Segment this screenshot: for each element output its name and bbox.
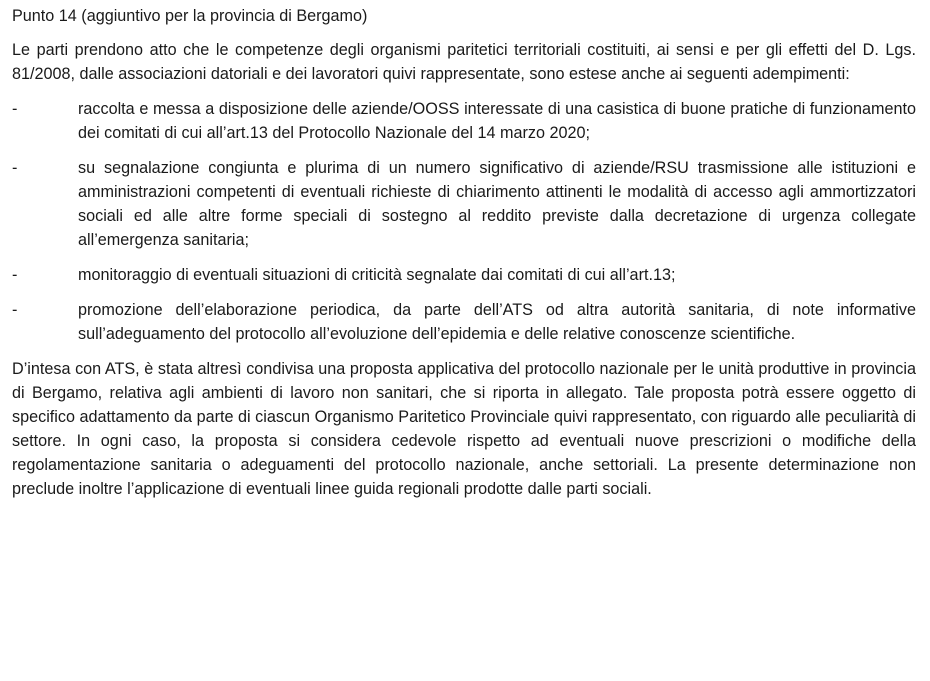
list-item — [12, 298, 916, 346]
list-bullet: - — [12, 266, 18, 284]
list-bullet: - — [12, 159, 18, 177]
obligations-list — [12, 97, 916, 346]
list-item-text: raccolta e messa a disposizione delle aziende/OOSS interessate di una casistica di buone pratiche di funzionamento dei comitati di cui all’art.13 del Protocollo Nazionale del 14 marzo 2020; — [78, 100, 916, 142]
list-item — [12, 263, 916, 287]
closing-paragraph: D’intesa con ATS, è stata altresì condivisa una proposta applicativa del protocollo nazionale per le unità produttive in provincia di Bergamo, relativa agli ambienti di lavoro non sanitari, che si riporta in allegato. Tale proposta potrà essere oggetto di specifico adattamento da parte di ciascun Organismo Paritetico Provinciale quivi rappresentato, con riguardo alle peculiarità di settore. In ogni caso, la proposta si considera cedevole rispetto ad eventuali nuove prescrizioni o modifiche della regolamentazione sanitaria o adeguamenti del protocollo nazionale, anche settoriali. La presente determinazione non preclude inoltre l’applicazione di eventuali linee guida regionali prodotte dalle parti sociali. — [12, 360, 916, 498]
list-item — [12, 97, 916, 145]
list-bullet: - — [12, 301, 18, 319]
list-item-text: su segnalazione congiunta e plurima di un numero significativo di aziende/RSU trasmissione alle istituzioni e amministrazioni competenti di eventuali richieste di chiarimento attinenti le modalità di accesso agli ammortizzatori sociali ed alle altre forme speciali di sostegno al reddito previste dalla decretazione di urgenza collegate all’emergenza sanitaria; — [78, 159, 916, 249]
section-heading: Punto 14 (aggiuntivo per la provincia di Bergamo) — [12, 7, 368, 25]
list-item-text: promozione dell’elaborazione periodica, da parte dell’ATS od altra autorità sanitaria, di note informative sull’adeguamento del protocollo all’evoluzione dell’epidemia e delle relative conoscenze scientifiche. — [78, 301, 916, 343]
list-item — [12, 156, 916, 252]
intro-paragraph: Le parti prendono atto che le competenze degli organismi paritetici territoriali costituiti, ai sensi e per gli effetti del D. Lgs. 81/2008, dalle associazioni datoriali e dei lavoratori quivi rappresentate, sono estese anche ai seguenti adempimenti: — [12, 41, 916, 83]
list-bullet: - — [12, 100, 18, 118]
list-item-text: monitoraggio di eventuali situazioni di criticità segnalate dai comitati di cui all’art.13; — [78, 266, 676, 284]
